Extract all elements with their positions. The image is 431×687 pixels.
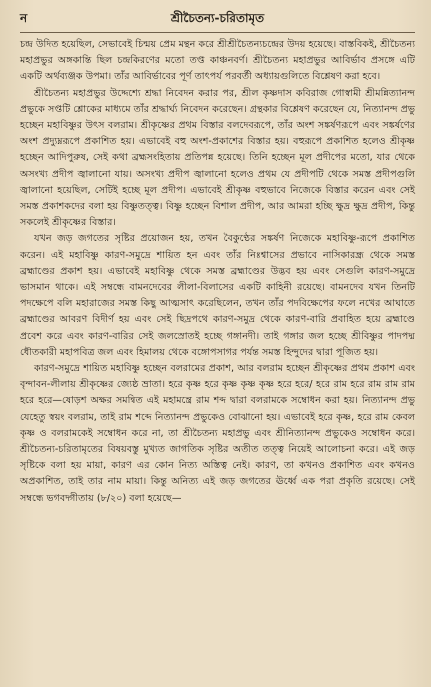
running-title: শ্রীচৈতন্য-চরিতামৃত xyxy=(170,11,265,25)
paragraph: যখন জড় জগতের সৃষ্টির প্রয়োজন হয়, তখন বৈকুণ্ঠের সঙ্কর্ষণ নিজেকে মহাবিষ্ণু-রূপে প্রকাশিত করেন। এই মহাবিষ্ণু কারণ-সমুদ্রে শায়িত হন এবং তাঁর নিঃশ্বাসের প্রভাবে নাসিকারন্ধ্র থেকে সমস্ত ব্রহ্মাণ্ডের প্রকাশ হয়। এভাবেই মহাবিষ্ণু থেকে সমস্ত ব্রহ্মাণ্ডের উদ্ভব হয় এবং সেগুলি কারণ-সমুদ্রে ভাসমান থাকে। এই সম্বন্ধে বামনদেবের লীলা-বিলাসের একটি কাহিনী রয়েছে। বামনদেব যখন তিনটি পদক্ষেপে বলি মহারাজের সমস্ত কিছু আত্মসাৎ করেছিলেন, তখন তাঁর পদবিক্ষেপের ফলে নখের আঘাতে ব্রহ্মাণ্ডের আবরণ বিদীর্ণ হয় এবং সেই ছিদ্রপথে কারণ-সমুদ্র থেকে কারণ-বারি প্রবাহিত হয়ে ব্রহ্মাণ্ডে প্রবেশ করে এবং কারণ-বারির সেই জলস্রোতই হচ্ছে গঙ্গানদী। তাই গঙ্গার জল হচ্ছে শ্রীবিষ্ণুর পাদপদ্ম ধৌতকারী মহাপবিত্র জল এবং হিমালয় থেকে বঙ্গোপসাগর পর্যন্ত সমস্ত হিন্দুদের দ্বারা পূজিত হয়। xyxy=(20,233,415,358)
paragraph: কারণ-সমুদ্রে শায়িত মহাবিষ্ণু হচ্ছেন বলরামের প্রকাশ, আর বলরাম হচ্ছেন শ্রীকৃষ্ণের প্রথম প্রকাশ এবং বৃন্দাবন-লীলায় শ্রীকৃষ্ণের জ্যেষ্ঠ ভ্রাতা। হরে কৃষ্ণ হরে কৃষ্ণ কৃষ্ণ কৃষ্ণ হরে হরে/ হরে রাম হরে রাম রাম রাম হরে হরে—ষোড়শ অক্ষর সমন্বিত এই মহামন্ত্রে রাম শব্দ দ্বারা বলরামকে সম্বোধন করা হয়। নিত্যানন্দ প্রভু যেহেতু স্বয়ং বলরাম, তাই রাম শব্দে নিত্যানন্দ প্রভুকেও বোঝানো হয়। এভাবেই হরে কৃষ্ণ, হরে রাম কেবল কৃষ্ণ ও বলরামকেই সম্বোধন করে না, তা শ্রীচৈতন্য মহাপ্রভু এবং শ্রীনিত্যানন্দ প্রভুকেও সম্বোধন করে। শ্রীচৈতন্য-চরিতামৃতের বিষয়বস্তু মুখ্যত জাগতিক সৃষ্টির অতীত তত্ত্ব নিয়েই আলোচনা করে। এই জড় সৃষ্টিকে বলা হয় মায়া, কারণ এর কোন নিত্য অস্তিত্ব নেই। কারণ, তা কখনও প্রকাশিত এবং কখনও অপ্রকাশিত, তাই তার নাম মায়া। কিন্তু অনিত্য এই জড় জগতের ঊর্ধ্বে এক পরা প্রকৃতি রয়েছে। সেই সম্বন্ধে ভগবদ্গীতায় (৮/২০) বলা হয়েছে— xyxy=(20,363,415,504)
page-header xyxy=(20,10,415,33)
paragraph: চন্দ্র উদিত হয়েছিল, সেভাবেই চিন্ময় প্রেম মন্থন করে শ্রীশ্রীচৈতন্যচন্দ্রের উদয় হয়েছে। বাস্তবিকই, শ্রীচৈতন্য মহাপ্রভুর অঙ্গকান্তি ছিল চন্দ্রকিরণের মতো তপ্ত কাঞ্চনবর্ণ। শ্রীচৈতন্য মহাপ্রভুর আবির্ভাব প্রসঙ্গে এটি একটি অর্থব্যঞ্জক উপমা। তাঁর আবির্ভাবের পূর্ণ তাৎপর্য পরবর্তী অধ্যায়গুলিতে বিশ্লেষণ করা হবে। xyxy=(20,39,415,83)
paragraph: শ্রীচৈতন্য মহাপ্রভুর উদ্দেশ্যে শ্রদ্ধা নিবেদন করার পর, শ্রীল কৃষ্ণদাস কবিরাজ গোস্বামী শ্রীমন্নিত্যানন্দ প্রভুকে সপ্তটি শ্লোকের মাধ্যমে তাঁর শ্রদ্ধার্ঘ্য নিবেদন করেছেন। গ্রন্থকার বিশ্লেষণ করেছেন যে, নিত্যানন্দ প্রভু হচ্ছেন মহাবিষ্ণুর উৎস বলরাম। শ্রীকৃষ্ণের প্রথম বিস্তার বলদেবরূপে, তাঁর অংশ সঙ্কর্ষণরূপে এবং সঙ্কর্ষণের অংশ প্রদ্যুম্নরূপে প্রকাশিত হয়। এভাবেই বহু অংশ-প্রকাশের বিস্তার হয়। বহুরূপে প্রকাশিত হলেও শ্রীকৃষ্ণ হচ্ছেন আদিপুরুষ, সেই কথা ব্রহ্মসংহিতায় প্রতিপন্ন হয়েছে। তিনি হচ্ছেন মূল প্রদীপের মতো, যার থেকে অসংখ্য প্রদীপ জ্বালানো যায়। অসংখ্য প্রদীপ জ্বালানো হলেও প্রথম যে প্রদীপটি থেকে সমস্ত প্রদীপগুলি জ্বালানো হয়েছিল, সেটিই হচ্ছে মূল প্রদীপ। এভাবেই শ্রীকৃষ্ণ বহুভাবে নিজেকে বিস্তার করেন এবং সেই সমস্ত প্রকাশকদের বলা হয় বিষ্ণুতত্ত্ব। বিষ্ণু হচ্ছেন বিশাল প্রদীপ, আর আমরা হচ্ছি ক্ষুদ্র ক্ষুদ্র প্রদীপ, কিন্তু সকলেই শ্রীকৃষ্ণের বিস্তার। xyxy=(20,87,415,229)
body-text xyxy=(20,37,415,507)
page-number: ন xyxy=(20,11,28,25)
